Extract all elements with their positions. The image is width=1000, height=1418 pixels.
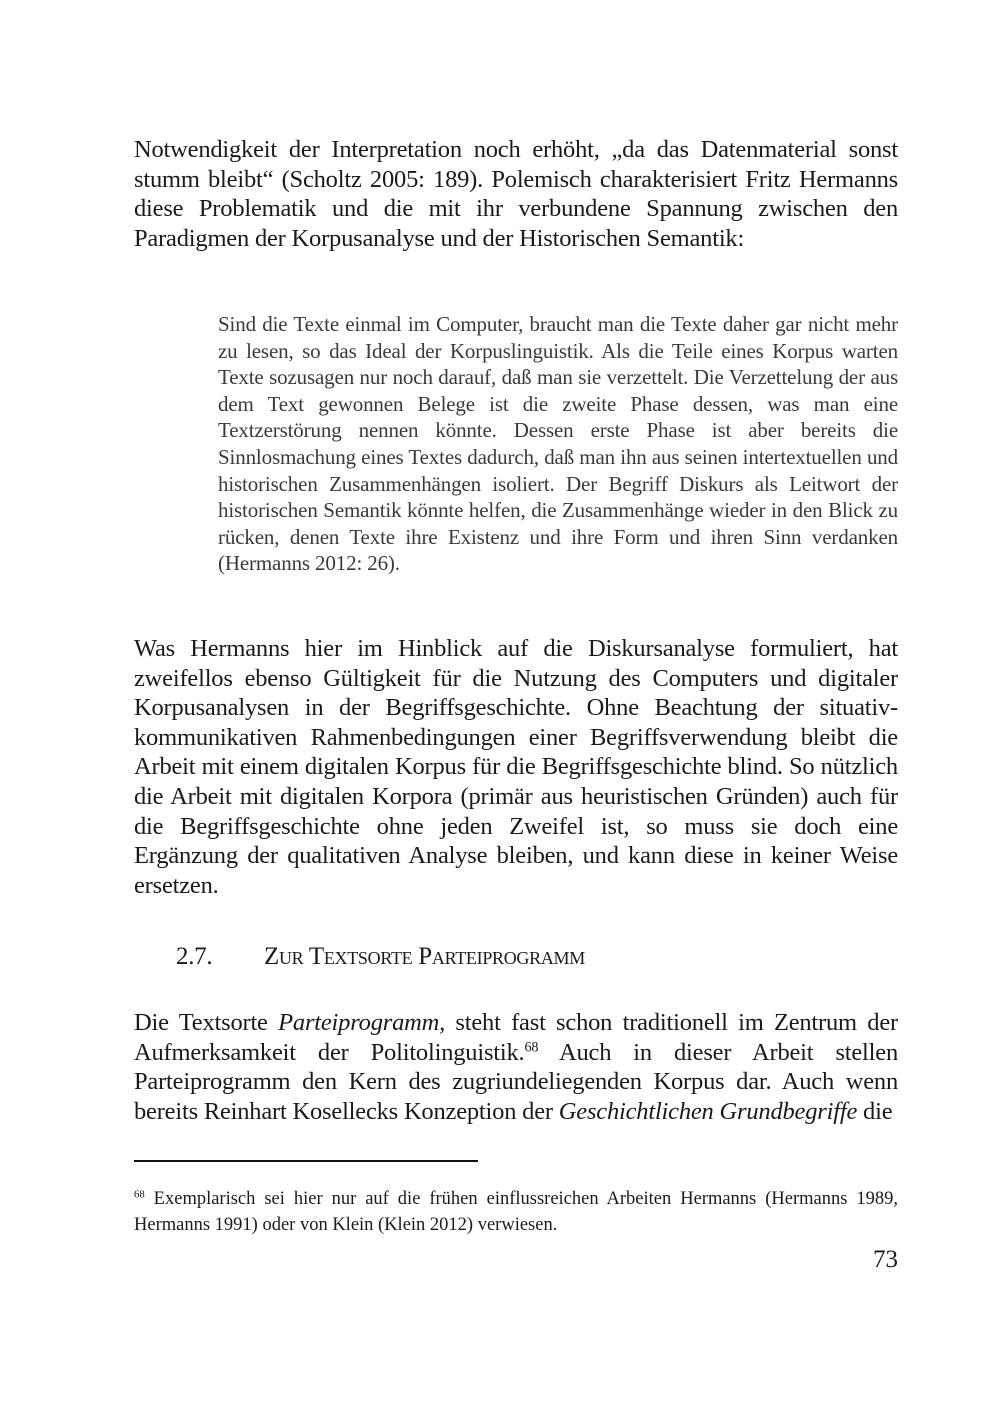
body-paragraph-2: Was Hermanns hier im Hinblick auf die Diskursanalyse formuliert, hat zweifellos ebenso Gültigkeit für die Nutzung des Computers und digitaler Korpusanalysen in der Begriffsgeschichte. Ohne Beachtung der situativ-kommunikativen Rahmenbedingungen einer Begriffsverwendung bleibt die Arbeit mit einem digitalen Korpus für die Begriffsgeschichte blind. So nützlich die Arbeit mit digitalen Korpora (primär aus heuristischen Gründen) auch für die Begriffsgeschichte ohne jeden Zweifel ist, so muss sie doch eine Ergänzung der qualitativen Analyse bleiben, und kann diese in keiner Weise ersetzen. (134, 635, 898, 899)
block-quote: Sind die Texte einmal im Computer, braucht man die Texte daher gar nicht mehr zu lesen, so das Ideal der Korpuslinguistik. Als die Teile eines Korpus warten Texte sozusagen nur noch darauf, daß man sie verzettelt. Die Verzettelung der aus dem Text gewonnen Belege ist die zweite Phase dessen, was man eine Textzerstörung nennen könnte. Dessen erste Phase ist aber bereits die Sinnlosmachung eines Textes dadurch, daß man ihn aus seinen intertextuellen und historischen Zusammenhängen isoliert. Der Begriff Diskurs als Leitwort der historischen Semantik könnte helfen, die Zusammenhänge wieder in den Blick zu rücken, denen Texte ihre Existenz und ihre Form und ihren Sinn verdanken (Hermanns 2012: 26). (218, 312, 898, 576)
page-number: 73 (873, 1246, 898, 1273)
italic-title: Geschichtlichen Grundbegriffe (558, 1097, 858, 1125)
footnote-number: 68 (134, 1188, 145, 1201)
footnote-separator (134, 1160, 478, 1162)
paragraph-text: Die Textsorte (134, 1009, 279, 1036)
paragraph-text: die (857, 1097, 893, 1125)
paragraph-text: Auch in dieser Arbeit stellen Parteiprogramm den Kern des zugriundeliegenden Korpus dar. Auch wenn bereits Reinhart Kosellecks Konzeption der (134, 1038, 898, 1125)
footnote-text: Exemplarisch sei hier nur auf die frühen einflussreichen Arbeiten Hermanns (Hermanns 1989, Hermanns 1991) oder von Klein (Klein 2012) verwiesen. (134, 1189, 898, 1235)
paragraph-text: steht fast schon traditionell im Zentrum der Aufmerksamkeit der Politolinguistik. (134, 1009, 898, 1066)
section-number: 2.7. (176, 943, 213, 970)
italic-term: Parteiprogramm, (278, 1009, 446, 1036)
body-paragraph-1: Notwendigkeit der Interpretation noch erhöht, „da das Datenmaterial sonst stumm bleibt“ (Scholtz 2005: 189). Polemisch charakterisiert Fritz Hermanns diese Problematik und die mit ihr verbundene Spannung zwischen den Paradigmen der Korpusanalyse und der Historischen Semantik: (134, 136, 898, 252)
footnote (134, 1186, 898, 1238)
body-paragraph-3 (134, 1008, 898, 1126)
footnote-reference[interactable]: 68 (524, 1039, 539, 1056)
section-title: Zur Textsorte Parteiprogramm (264, 943, 585, 970)
section-heading (176, 941, 585, 973)
